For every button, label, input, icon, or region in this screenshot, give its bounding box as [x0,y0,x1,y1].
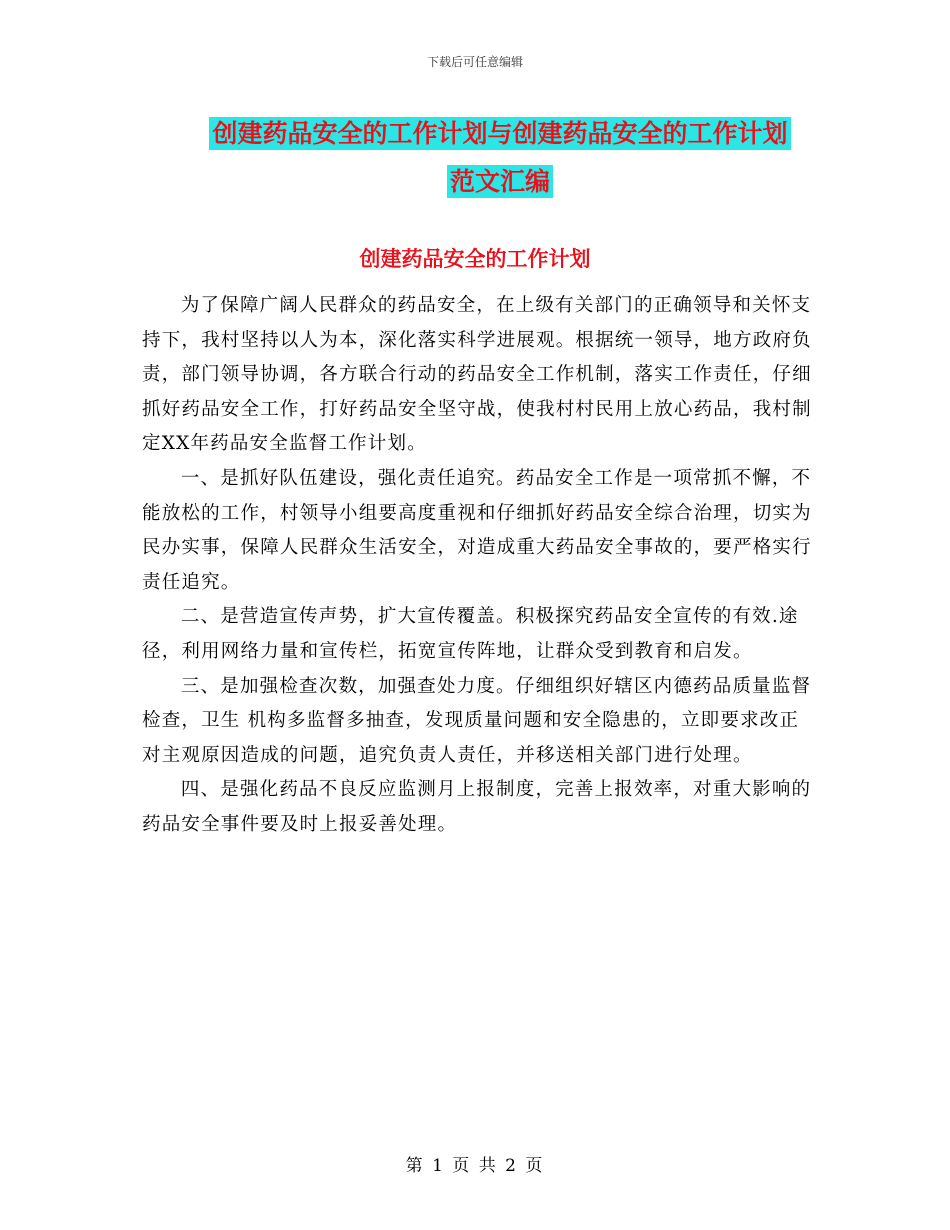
section-title: 创建药品安全的工作计划 [359,247,591,271]
paragraph-item-1: 一、是抓好队伍建设，强化责任追究。药品安全工作是一项常抓不懈，不能放松的工作，村领导小组要高度重视和仔细抓好药品安全综合治理，切实为民办实事，保障人民群众生活安全，对造成重大药品安全事故的，要严格实行责任追究。 [142,467,812,593]
document-title-line-1: 创建药品安全的工作计划与创建药品安全的工作计划 [209,117,790,150]
paragraph-item-4: 四、是强化药品不良反应监测月上报制度，完善上报效率，对重大影响的药品安全事件要及时上报妥善处理。 [142,779,812,835]
page-header: 下载后可任意编辑 [426,55,523,69]
document-title [160,110,840,206]
document-title-line-2: 范文汇编 [447,165,553,198]
paragraph-item-3: 三、是加强检查次数，加强查处力度。仔细组织好辖区内德药品质量监督检查，卫生 机构多监督多抽查，发现质量问题和安全隐患的，立即要求改正对主观原因造成的问题，追究负责人责任，并移送相关部门进行处理。 [142,675,812,766]
paragraph-item-2: 二、是营造宣传声势，扩大宣传覆盖。积极探究药品安全宣传的有效.途径，利用网络力量和宣传栏，拓宽宣传阵地，让群众受到教育和启发。 [142,606,799,662]
page-number: 第 1 页 共 2 页 [405,1156,545,1176]
paragraph-intro: 为了保障广阔人民群众的药品安全，在上级有关部门的正确领导和关怀支持下，我村坚持以人为本，深化落实科学进展观。根据统一领导，地方政府负责，部门领导协调，各方联合行动的药品安全工作机制，落实工作责任，仔细抓好药品安全工作，打好药品安全坚守战，使我村村民用上放心药品，我村制定XX年药品安全监督工作计划。 [142,295,812,455]
document-body [142,289,814,843]
